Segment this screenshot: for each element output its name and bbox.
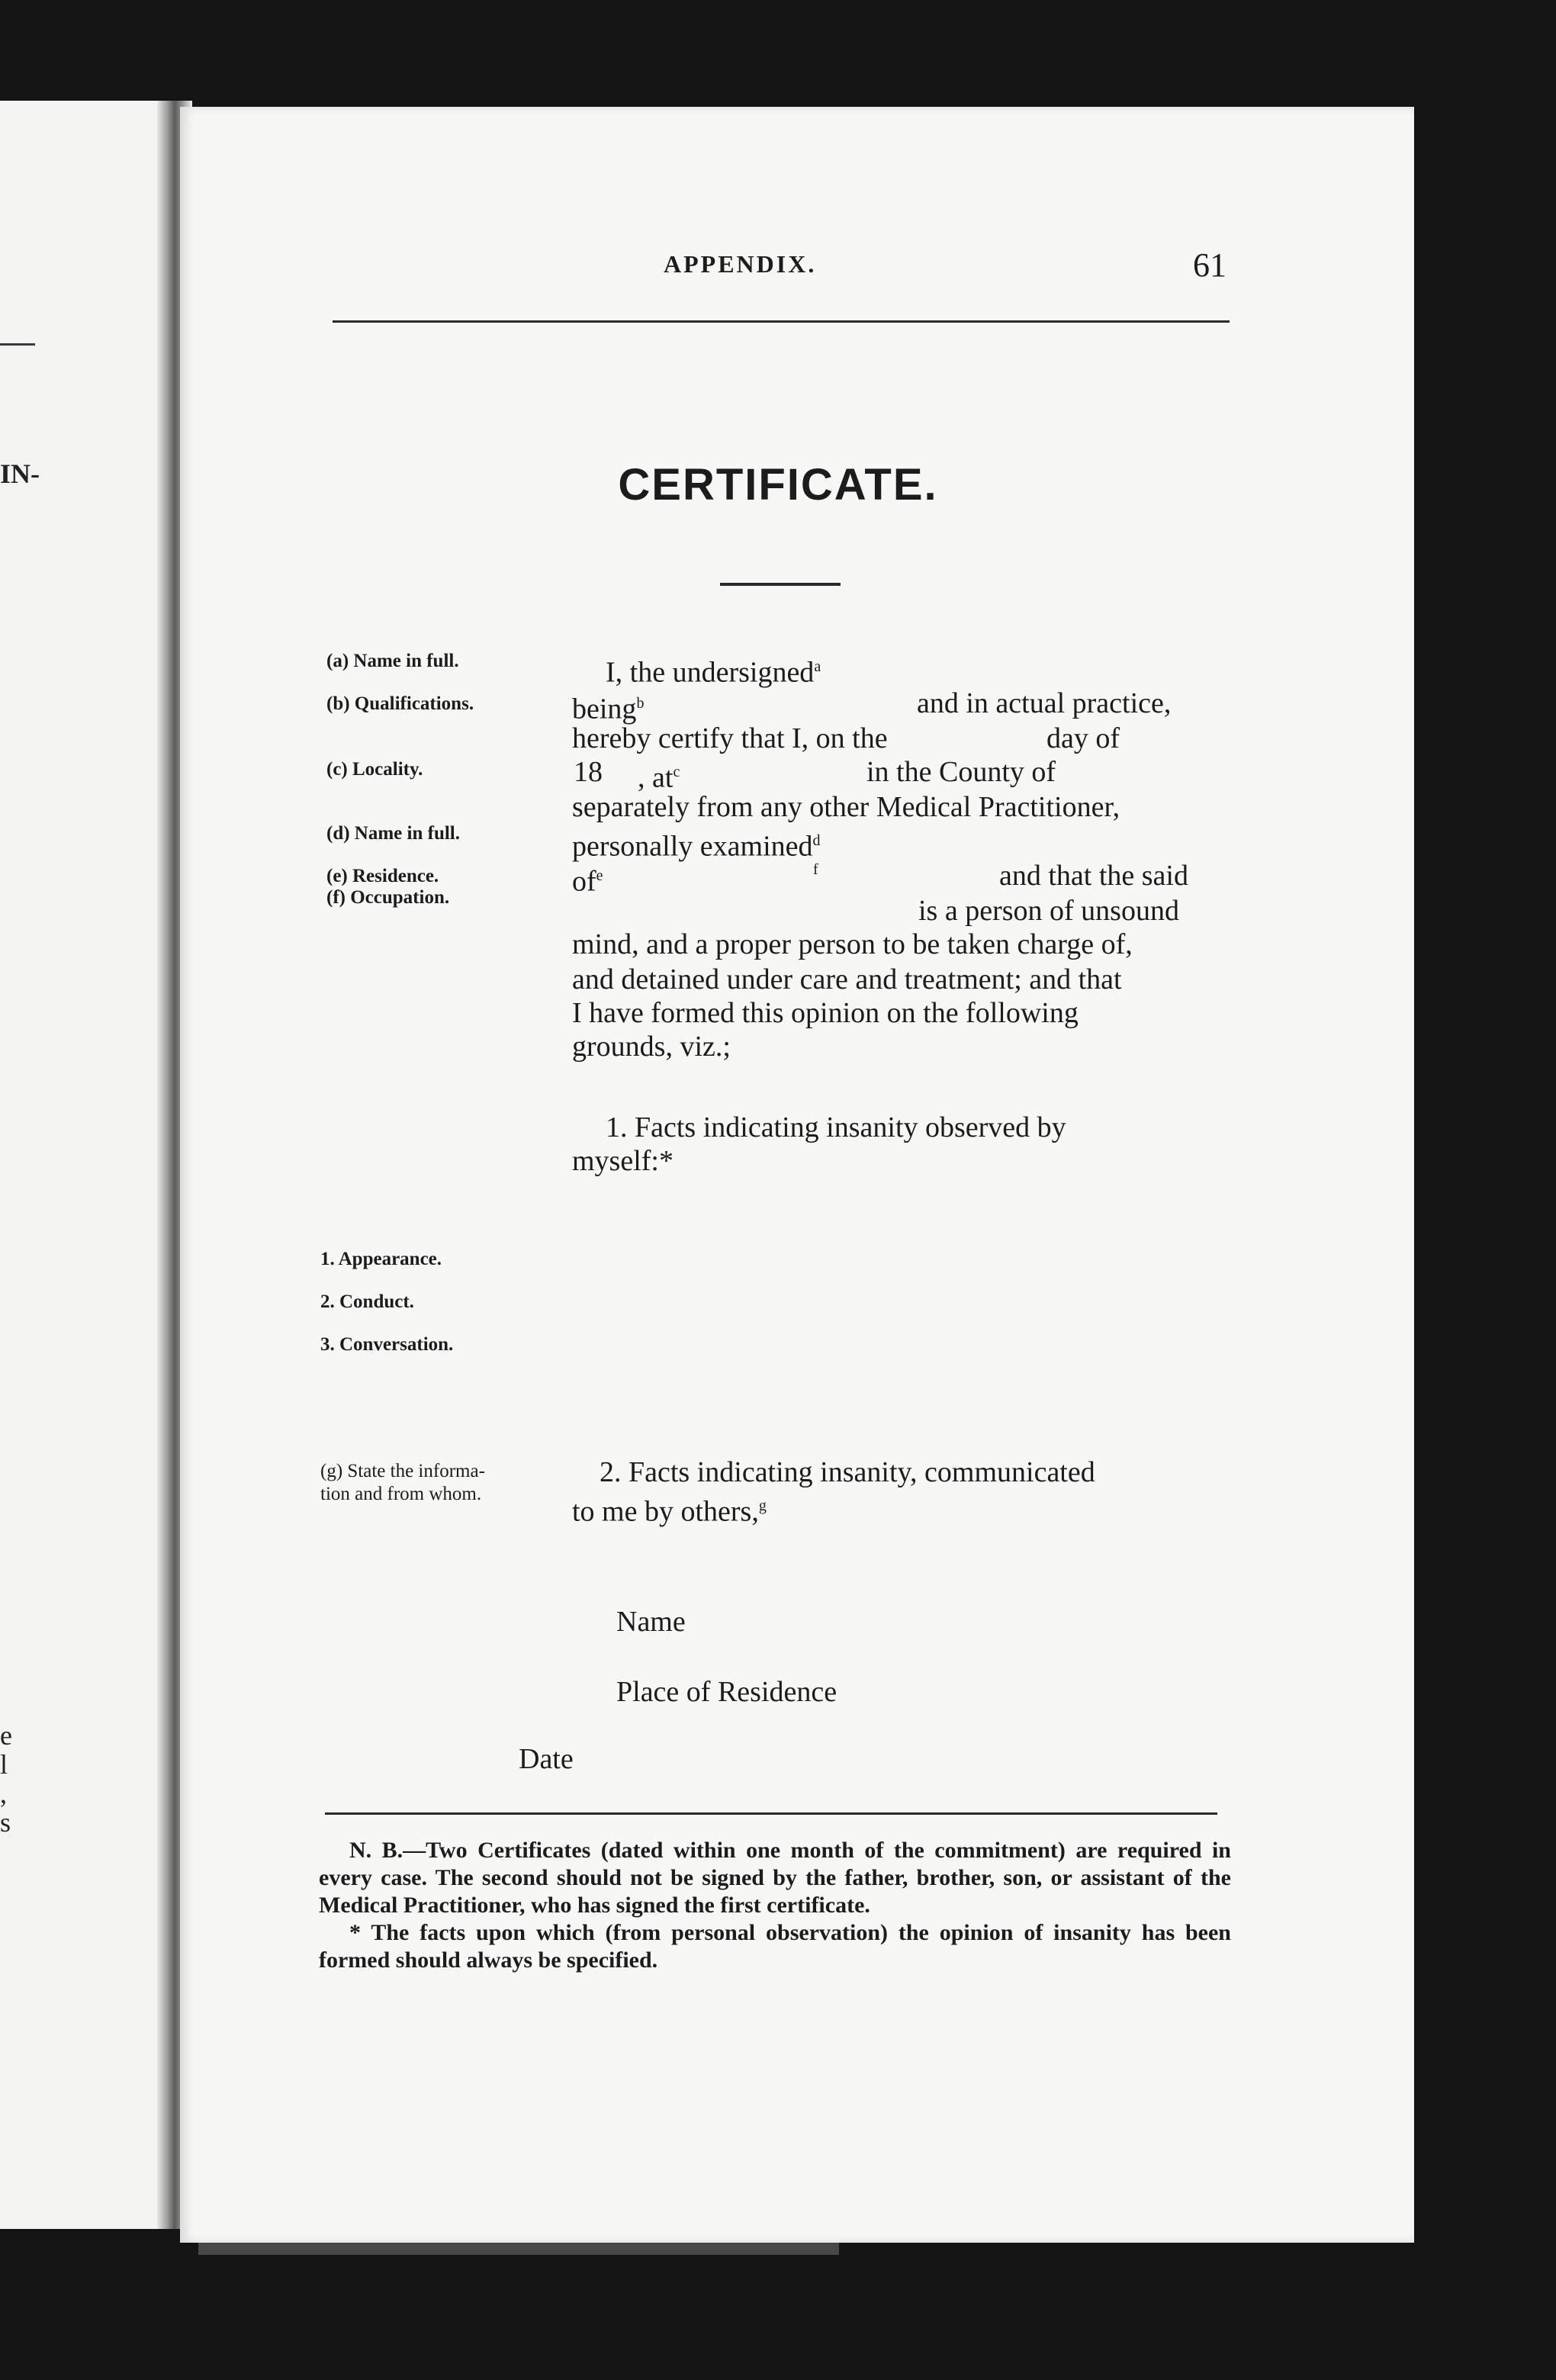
body-line: hereby certify that I, on the	[572, 722, 888, 754]
body-line: day of	[1046, 722, 1120, 754]
footnote	[319, 1837, 1231, 1974]
footnote-paragraph: * The facts upon which (from personal observation) the opinion of insanity has been formed should always be specified.	[319, 1920, 1231, 1973]
body-line: 2. Facts indicating insanity, communicated	[600, 1456, 1095, 1488]
title-rule	[720, 583, 841, 586]
footnote-paragraph: N. B.—Two Certificates (dated within one month of the commitment) are required in every case. The second should not be signed by the father, brother, son, or assistant of the Medical Practitioner, who has signed the first certificate.	[319, 1838, 1231, 1918]
margin-note-g: tion and from whom.	[320, 1484, 482, 1504]
body-line: I, the undersigned$^a$	[606, 656, 821, 689]
body-line: and detained under care and treatment; and that	[572, 963, 1122, 995]
page-number: 61	[1193, 246, 1226, 284]
facing-page	[0, 101, 166, 2229]
facing-page-fragment: IN-	[0, 458, 40, 489]
signature-residence-label: Place of Residence	[616, 1676, 837, 1708]
facing-page-fragment: s	[0, 1807, 11, 1838]
body-line: and that the said	[999, 860, 1188, 892]
margin-note-b: (b) Qualifications.	[326, 693, 474, 714]
body-line: to me by others,$^g$	[572, 1495, 767, 1528]
body-line: 1. Facts indicating insanity observed by	[606, 1111, 1066, 1143]
body-line: in the County of	[866, 756, 1056, 788]
body-line: being$^b$	[572, 693, 645, 725]
running-head: APPENDIX.	[664, 250, 817, 278]
margin-note-e: (e) Residence.	[326, 866, 439, 886]
header-rule	[333, 320, 1230, 323]
margin-note-d: (d) Name in full.	[326, 823, 460, 844]
body-line: is a person of unsound	[918, 895, 1179, 927]
body-line: f	[813, 861, 818, 878]
body-line: and in actual practice,	[917, 687, 1172, 719]
body-line: myself:*	[572, 1145, 674, 1177]
body-line: personally examined$^d$	[572, 830, 821, 863]
body-line: $of^e$	[572, 865, 603, 898]
margin-list-item: 1. Appearance.	[320, 1249, 442, 1269]
body-line: mind, and a proper person to be taken charge of,	[572, 928, 1133, 960]
body-line: separately from any other Medical Practitioner,	[572, 791, 1120, 823]
footnote-rule	[325, 1812, 1217, 1815]
facing-page-fragment: ,	[0, 1778, 7, 1809]
margin-note-f: (f) Occupation.	[326, 887, 450, 908]
facing-page-fragment: l	[0, 1749, 8, 1780]
facing-page-rule	[0, 343, 35, 346]
facing-page-fragment: e	[0, 1720, 12, 1751]
margin-note-g: (g) State the informa-	[320, 1461, 485, 1481]
body-line: I have formed this opinion on the following	[572, 997, 1079, 1029]
page-title: CERTIFICATE.	[618, 460, 938, 510]
signature-name-label: Name	[616, 1606, 686, 1638]
margin-note-a: (a) Name in full.	[326, 651, 459, 671]
body-line: , $at^c$	[638, 761, 680, 794]
margin-note-c: (c) Locality.	[326, 759, 423, 780]
margin-list-item: 3. Conversation.	[320, 1334, 454, 1355]
body-line: 18	[574, 756, 603, 788]
page-edge-shadow	[198, 2243, 839, 2255]
body-line: grounds, viz.;	[572, 1031, 731, 1063]
signature-date-label: Date	[519, 1743, 574, 1775]
margin-list-item: 2. Conduct.	[320, 1291, 414, 1312]
